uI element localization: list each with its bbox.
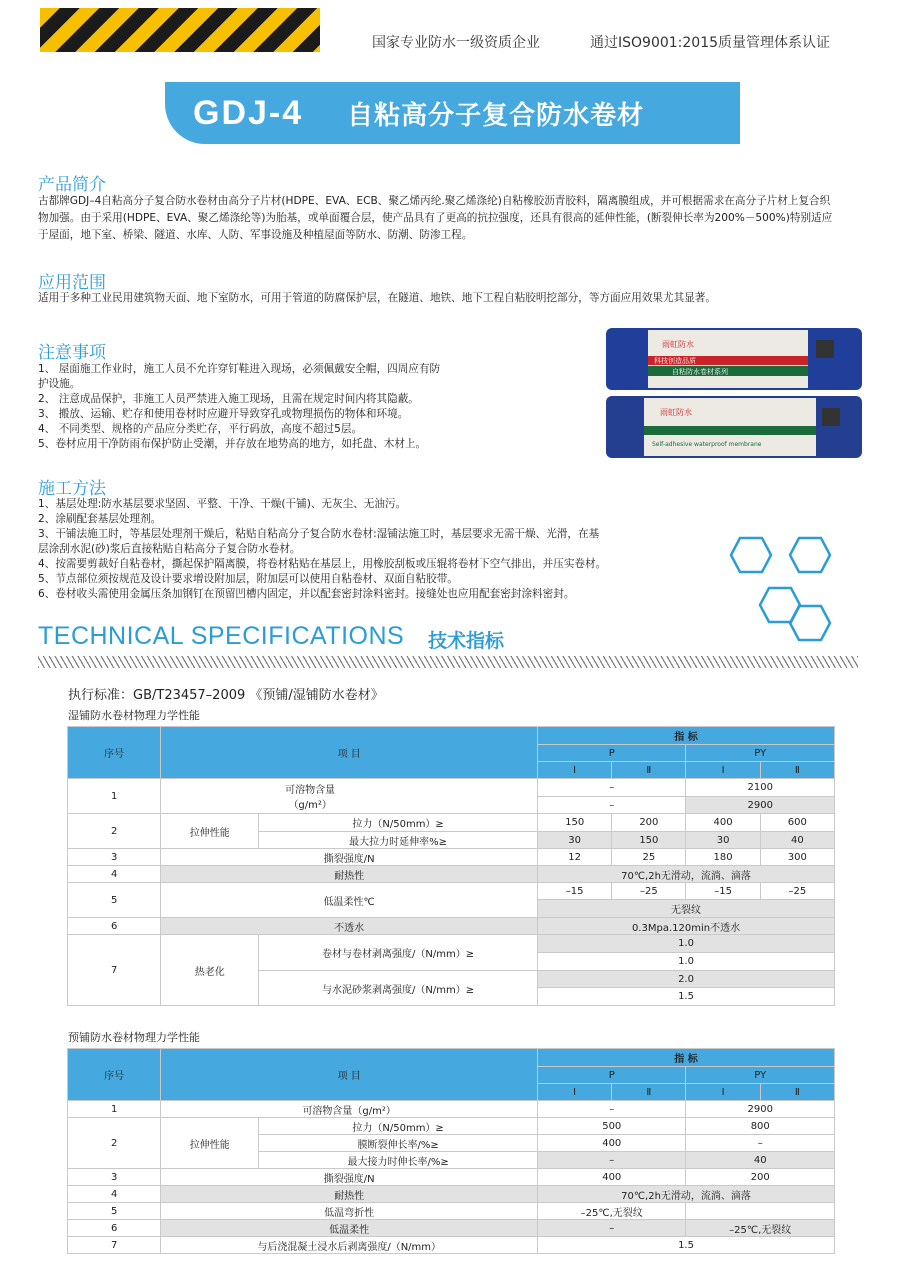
col-index: 指 标 (538, 727, 835, 745)
cell: – (538, 779, 686, 797)
cell: 2100 (686, 779, 835, 797)
cell: 150 (612, 832, 686, 849)
standard-line: 执行标准：GB/T23457–2009 《预铺/湿铺防水卷材》 (68, 688, 384, 703)
note-item: 护设施。 (38, 378, 81, 390)
item-unit: （g/m²） (288, 800, 332, 811)
cell: 0.3Mpa.120min不透水 (538, 918, 835, 935)
row-no: 1 (68, 779, 161, 814)
col-p: P (538, 745, 686, 762)
table-row (68, 779, 835, 797)
cell: 200 (612, 814, 686, 832)
col-no: 序号 (68, 1049, 161, 1101)
cell: 2.0 (538, 971, 835, 988)
row-item: 低温弯折性 (161, 1203, 538, 1220)
note-item: 2、 注意成品保护，非施工人员严禁进入施工现场，且需在规定时间内将其隐蔽。 (38, 393, 419, 405)
row-no: 3 (68, 849, 161, 866)
cell: 500 (538, 1118, 686, 1135)
cell: 200 (686, 1169, 835, 1186)
row-no: 7 (68, 1237, 161, 1254)
notes-heading: 注意事项 (38, 343, 106, 363)
intro-heading: 产品简介 (38, 175, 106, 195)
row-group: 热老化 (161, 935, 259, 1006)
cell: 1.5 (538, 1237, 835, 1254)
cell: 30 (538, 832, 612, 849)
col-py-ii: Ⅱ (760, 762, 834, 779)
table-row (68, 1203, 835, 1220)
col-py-ii: Ⅱ (760, 1084, 834, 1101)
sublabel-text: Self-adhesive waterproof membrane (652, 441, 762, 448)
cell: 25 (612, 849, 686, 866)
cell: – (538, 1101, 686, 1118)
table-row (68, 1101, 835, 1118)
cell: 300 (760, 849, 834, 866)
cell: 2900 (686, 797, 835, 814)
zigzag-divider (38, 656, 858, 668)
col-no: 序号 (68, 727, 161, 779)
row-item: 不透水 (161, 918, 538, 935)
row-item: 拉力（N/50mm）≥ (259, 814, 538, 832)
method-heading: 施工方法 (38, 479, 106, 499)
table-row (68, 849, 835, 866)
cell: –15 (538, 883, 612, 900)
row-no: 3 (68, 1169, 161, 1186)
table-row (68, 866, 835, 883)
cell: 400 (538, 1135, 686, 1152)
cell: 30 (686, 832, 760, 849)
band-text: 科技创造品质 (654, 357, 696, 365)
table-row (68, 1237, 835, 1254)
table-row (68, 883, 835, 900)
row-item: 卷材与卷材剥离强度/（N/mm）≥ (259, 935, 538, 971)
table-row (68, 918, 835, 935)
cell: 40 (686, 1152, 835, 1169)
row-no: 7 (68, 935, 161, 1006)
spec-heading-cn: 技术指标 (428, 630, 505, 652)
row-item: 膜断裂伸长率/%≥ (259, 1135, 538, 1152)
row-item: 与后浇混凝土浸水后剥离强度/（N/mm） (161, 1237, 538, 1254)
cell: – (686, 1135, 835, 1152)
row-no: 4 (68, 866, 161, 883)
cell: 40 (760, 832, 834, 849)
method-item: 3、干铺法施工时，等基层处理剂干燥后，粘贴自粘高分子复合防水卷材:湿铺法施工时，基层要求无需干燥、光滑，在基 (38, 528, 600, 540)
row-item: 耐热性 (161, 866, 538, 883)
hexagon-icon (788, 536, 832, 574)
brand-text: 雨虹防水 (660, 408, 692, 417)
cell: – (538, 797, 686, 814)
cell: 1.5 (538, 988, 835, 1006)
method-item: 2、涂刷配套基层处理剂。 (38, 513, 162, 525)
method-item: 5、节点部位须按规范及设计要求增设附加层，附加层可以使用自粘卷材、双面自粘胶带。 (38, 573, 458, 585)
table-row (68, 1220, 835, 1237)
note-item: 4、 不同类型、规格的产品应分类贮存，平行码放，高度不超过5层。 (38, 423, 363, 435)
col-p-i: Ⅰ (538, 762, 612, 779)
brand-text: 雨虹防水 (662, 340, 694, 349)
application-heading: 应用范围 (38, 273, 106, 293)
row-item: 最大拉力时延伸率%≥ (259, 832, 538, 849)
intro-text: 古都牌GDJ–4自粘高分子复合防水卷材由高分子片材(HDPE、EVA、ECB、聚乙烯丙纶.聚乙烯涤纶)自粘橡胶沥青胶料，隔离膜组成，并可根据需求在高分子片材上复合织物加强。由于采用(HDPE、EVA、聚乙烯涤纶等)为胎基，或单面覆合层，使产品具有了更高的抗拉强度，还具有很高的延伸性能，(断裂伸长率为200%－500%)特别适应于屋面，地下室、桥梁、隧道、水库、人防、军事设施及种植屋面等防水、防潮、防渗工程。 (38, 195, 833, 241)
table-row (68, 1169, 835, 1186)
col-item: 项 目 (161, 1049, 538, 1101)
cell: 70℃,2h无滑动，流淌、滴落 (538, 1186, 835, 1203)
cell: – (538, 1220, 686, 1237)
cell: 800 (686, 1118, 835, 1135)
table1-title: 湿铺防水卷材物理力学性能 (68, 709, 200, 722)
method-item: 6、卷材收头需使用金属压条加钢钉在预留凹槽内固定，并以配套密封涂料密封。接缝处也应用配套密封涂料密封。 (38, 588, 575, 600)
col-p-ii: Ⅱ (612, 1084, 686, 1101)
product-code: GDJ-4 (193, 93, 304, 132)
hexagon-icon (788, 604, 832, 642)
note-item: 3、 搬放、运输、贮存和使用卷材时应避开导致穿孔或物理损伤的物体和环境。 (38, 408, 409, 420)
row-no: 5 (68, 1203, 161, 1220)
cell: 1.0 (538, 935, 835, 953)
cell: 400 (538, 1169, 686, 1186)
col-p: P (538, 1067, 686, 1084)
cell: 180 (686, 849, 760, 866)
cell: – (538, 1152, 686, 1169)
spec-table-pre (67, 1048, 835, 1254)
cell: 150 (538, 814, 612, 832)
col-py: PY (686, 1067, 835, 1084)
spec-table-wet (67, 726, 835, 1006)
row-no: 6 (68, 1220, 161, 1237)
row-item: 撕裂强度/N (161, 849, 538, 866)
product-photo (600, 322, 868, 464)
cell: 400 (686, 814, 760, 832)
cell: –25 (760, 883, 834, 900)
spec-heading-en: TECHNICAL SPECIFICATIONS (38, 622, 405, 650)
row-no: 2 (68, 1118, 161, 1169)
row-item (161, 779, 538, 814)
row-no: 5 (68, 883, 161, 918)
cell: –25 (612, 883, 686, 900)
note-item: 1、 屋面施工作业时，施工人员不允许穿钉鞋进入现场，必须佩戴安全帽，四周应有防 (38, 363, 441, 375)
cell: 1.0 (538, 953, 835, 971)
table-row (68, 814, 835, 832)
cell: 12 (538, 849, 612, 866)
note-item: 5、卷材应用干净防雨布保护防止受潮，并存放在地势高的地方，如托盘、木材上。 (38, 438, 427, 450)
cert-left: 国家专业防水一级资质企业 (372, 35, 540, 51)
row-no: 6 (68, 918, 161, 935)
col-p-i: Ⅰ (538, 1084, 612, 1101)
product-name: 自粘高分子复合防水卷材 (347, 100, 645, 131)
cell: –25℃,无裂纹 (538, 1203, 686, 1220)
row-item: 低温柔性℃ (161, 883, 538, 918)
row-item: 拉力（N/50mm）≥ (259, 1118, 538, 1135)
cert-right: 通过ISO9001:2015质量管理体系认证 (590, 35, 831, 51)
row-no: 2 (68, 814, 161, 849)
col-py-i: Ⅰ (686, 762, 760, 779)
col-index: 指 标 (538, 1049, 835, 1067)
method-item: 4、按需要剪裁好自粘卷材，撕起保护隔离膜，将卷材粘贴在基层上，用橡胶刮板或压辊将卷材下空气排出，并压实卷材。 (38, 558, 607, 570)
row-item: 耐热性 (161, 1186, 538, 1203)
method-item: 1、基层处理:防水基层要求坚固、平整、干净、干燥(干铺)、无灰尘、无油污。 (38, 498, 407, 510)
row-item: 最大接力时伸长率/%≥ (259, 1152, 538, 1169)
cell: –25℃,无裂纹 (686, 1220, 835, 1237)
row-group: 拉伸性能 (161, 1118, 259, 1169)
cell: 600 (760, 814, 834, 832)
application-text: 适用于多种工业民用建筑物天面、地下室防水，可用于管道的防腐保护层，在隧道、地铁、地下工程自粘胶明挖部分，等方面应用效果尤其显著。 (38, 292, 716, 304)
cell: 70℃,2h无滑动，流淌、滴落 (538, 866, 835, 883)
table-row (68, 1186, 835, 1203)
cell (686, 1203, 835, 1220)
roll-bottom (606, 396, 862, 458)
col-item: 项 目 (161, 727, 538, 779)
col-py: PY (686, 745, 835, 762)
row-item: 与水泥砂浆剥离强度/（N/mm）≥ (259, 971, 538, 1006)
row-group: 拉伸性能 (161, 814, 259, 849)
hazard-stripes (40, 8, 320, 52)
row-item: 可溶物含量（g/m²） (161, 1101, 538, 1118)
row-item: 低温柔性 (161, 1220, 538, 1237)
table-row (68, 935, 835, 953)
cell: 无裂纹 (538, 900, 835, 918)
row-no: 1 (68, 1101, 161, 1118)
cell: –15 (686, 883, 760, 900)
row-item: 撕裂强度/N (161, 1169, 538, 1186)
item-name: 可溶物含量 (285, 785, 336, 796)
hexagon-icon (729, 536, 773, 574)
method-item: 层涂刮水泥(砂)浆后直接粘贴自粘高分子复合防水卷材。 (38, 543, 301, 555)
col-py-i: Ⅰ (686, 1084, 760, 1101)
table2-title: 预铺防水卷材物理力学性能 (68, 1031, 200, 1044)
cell: 2900 (686, 1101, 835, 1118)
label-text: 自粘防水卷材系列 (672, 368, 728, 376)
roll-top (606, 328, 862, 390)
title-bar (165, 82, 740, 144)
col-p-ii: Ⅱ (612, 762, 686, 779)
row-no: 4 (68, 1186, 161, 1203)
table-row (68, 1118, 835, 1135)
